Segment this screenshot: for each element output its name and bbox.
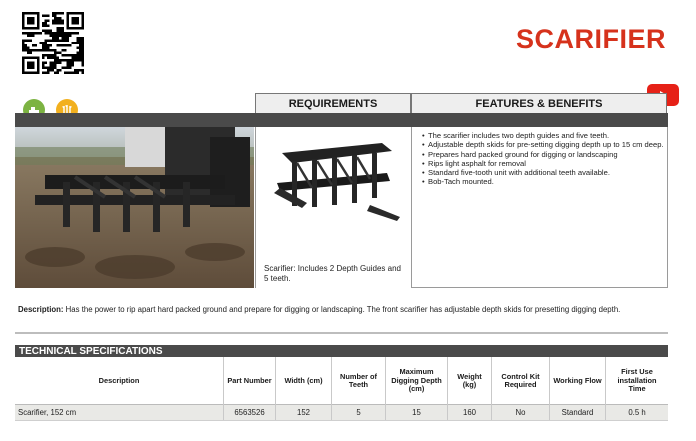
qr-code	[22, 12, 84, 74]
column-header: Working Flow	[549, 357, 605, 405]
table-row	[15, 405, 668, 420]
column-header: Maximum Digging Depth (cm)	[385, 357, 447, 405]
specs-title: TECHNICAL SPECIFICATIONS	[15, 345, 668, 357]
table-cell: 160	[447, 405, 491, 420]
feature-item: • The scarifier includes two depth guides and five teeth.	[423, 131, 667, 140]
table-cell: 15	[385, 405, 447, 420]
table-cell: Standard	[549, 405, 605, 420]
feature-item: • Prepares hard packed ground for digging or landscaping	[423, 150, 667, 159]
description-label: Description:	[18, 305, 64, 314]
column-header: Control Kit Required	[491, 357, 549, 405]
requirements-panel	[255, 127, 411, 288]
table-cell: 0.5 h	[605, 405, 668, 420]
description	[18, 305, 678, 314]
header-bar	[15, 113, 668, 127]
table-cell: 152	[275, 405, 331, 420]
features-header: FEATURES & BENEFITS	[411, 93, 667, 113]
divider	[15, 332, 668, 334]
column-header: Part Number	[223, 357, 275, 405]
requirements-caption: Scarifier: Includes 2 Depth Guides and 5 teeth.	[264, 264, 401, 283]
features-panel	[411, 127, 668, 288]
row-divider	[15, 420, 668, 421]
column-header: First Use installation Time	[605, 357, 668, 405]
requirements-header: REQUIREMENTS	[255, 93, 411, 113]
page-title: SCARIFIER	[515, 24, 666, 54]
feature-item: • Adjustable depth skids for pre-setting digging depth up to 15 cm deep.	[423, 140, 667, 149]
table-cell: No	[491, 405, 549, 420]
features-list	[412, 127, 667, 187]
description-text: Has the power to rip apart hard packed ground and prepare for digging or landscaping. The front scarifier has adjustable depth skids for presetting digging depth.	[65, 305, 621, 314]
feature-item: • Rips light asphalt for removal	[423, 159, 667, 168]
column-header: Weight (kg)	[447, 357, 491, 405]
column-header: Width (cm)	[275, 357, 331, 405]
column-header: Number of Teeth	[331, 357, 385, 405]
product-photo	[15, 127, 254, 288]
column-header: Description	[98, 375, 140, 385]
scarifier-image	[262, 133, 406, 243]
table-cell: Scarifier, 152 cm	[18, 408, 77, 417]
table-cell: 6563526	[223, 405, 275, 420]
table-cell: 5	[331, 405, 385, 420]
feature-item: • Bob-Tach mounted.	[423, 177, 667, 186]
feature-item: • Standard five-tooth unit with additional teeth available.	[423, 168, 667, 177]
specs-header-row	[15, 357, 668, 405]
